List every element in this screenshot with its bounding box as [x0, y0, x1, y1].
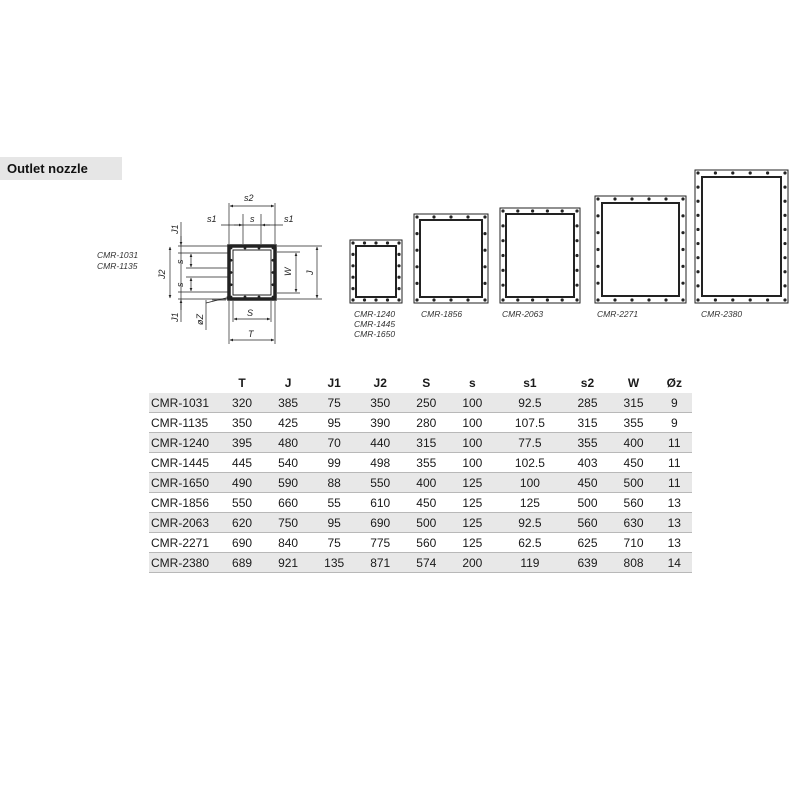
- value-cell: 77.5: [495, 433, 564, 453]
- bolt-hole: [483, 232, 486, 235]
- value-cell: 9: [657, 413, 692, 433]
- bolt-hole: [501, 269, 504, 272]
- bolt-hole: [351, 253, 354, 256]
- model-cell: CMR-1135: [149, 413, 219, 433]
- value-cell: 70: [311, 433, 357, 453]
- value-cell: 500: [611, 473, 657, 493]
- model-label: CMR-1135: [97, 261, 138, 271]
- bolt-hole: [696, 270, 699, 273]
- bolt-hole: [386, 298, 389, 301]
- value-cell: 710: [611, 533, 657, 553]
- value-cell: 125: [449, 513, 495, 533]
- bolt-hole: [783, 186, 786, 189]
- bolt-hole: [681, 298, 684, 301]
- column-header: s: [469, 376, 476, 390]
- bolt-hole: [449, 298, 452, 301]
- value-cell: 99: [311, 453, 357, 473]
- bolt-hole: [432, 298, 435, 301]
- column-header: W: [627, 376, 640, 390]
- value-cell: 11: [657, 433, 692, 453]
- flange: [695, 170, 788, 303]
- dim-label-w: W: [283, 267, 293, 276]
- value-cell: 315: [611, 393, 657, 413]
- value-cell: 125: [495, 493, 564, 513]
- value-cell: 400: [403, 473, 449, 493]
- bolt-hole: [230, 247, 233, 250]
- bolt-hole: [230, 271, 233, 274]
- value-cell: 9: [657, 393, 692, 413]
- value-cell: 95: [311, 513, 357, 533]
- bolt-hole: [501, 284, 504, 287]
- table-row: [149, 413, 692, 433]
- table-row: [149, 453, 692, 473]
- column-header: [149, 373, 219, 393]
- column-header: J2: [373, 376, 387, 390]
- column-header: T: [238, 376, 246, 390]
- column-header: S: [422, 376, 431, 390]
- value-cell: 119: [495, 553, 564, 573]
- bolt-hole: [749, 298, 752, 301]
- column-header: J: [284, 376, 292, 390]
- value-cell: 14: [657, 553, 692, 573]
- table-row: [149, 393, 692, 413]
- dim-label-s1: s1: [284, 214, 294, 224]
- value-cell: 125: [449, 473, 495, 493]
- value-cell: 550: [357, 473, 403, 493]
- bolt-hole: [749, 171, 752, 174]
- column-header: s1: [523, 376, 537, 390]
- bolt-hole: [415, 215, 418, 218]
- table-header-row: [149, 373, 692, 393]
- bolt-hole: [415, 298, 418, 301]
- bolt-hole: [575, 269, 578, 272]
- value-cell: 403: [564, 453, 610, 473]
- value-cell: 620: [219, 513, 265, 533]
- bolt-hole: [731, 298, 734, 301]
- value-cell: 280: [403, 413, 449, 433]
- bolt-hole: [681, 248, 684, 251]
- bolt-hole: [374, 241, 377, 244]
- bolt-hole: [630, 298, 633, 301]
- value-cell: 355: [611, 413, 657, 433]
- value-cell: 355: [564, 433, 610, 453]
- bolt-hole: [531, 209, 534, 212]
- table-row: [149, 473, 692, 493]
- value-cell: 350: [219, 413, 265, 433]
- bolt-hole: [501, 239, 504, 242]
- bolt-hole: [351, 298, 354, 301]
- bolt-hole: [386, 241, 389, 244]
- value-cell: 100: [495, 473, 564, 493]
- bolt-hole: [696, 200, 699, 203]
- bolt-hole: [696, 186, 699, 189]
- value-cell: 630: [611, 513, 657, 533]
- bolt-hole: [783, 242, 786, 245]
- bolt-hole: [596, 231, 599, 234]
- bolt-hole: [561, 209, 564, 212]
- dim-label-j2: J2: [157, 269, 167, 279]
- bolt-hole: [501, 298, 504, 301]
- value-cell: 100: [449, 433, 495, 453]
- bolt-hole: [596, 248, 599, 251]
- value-cell: 625: [564, 533, 610, 553]
- value-cell: 560: [564, 513, 610, 533]
- bolt-hole: [244, 296, 247, 299]
- value-cell: 88: [311, 473, 357, 493]
- bolt-hole: [351, 241, 354, 244]
- dim-label-s2: s2: [244, 193, 254, 203]
- bolt-hole: [630, 197, 633, 200]
- bolt-hole: [783, 256, 786, 259]
- value-cell: 315: [403, 433, 449, 453]
- value-cell: 450: [403, 493, 449, 513]
- bolt-hole: [483, 282, 486, 285]
- flange-model-label: CMR-1445: [354, 319, 396, 329]
- dimension-table: [149, 373, 692, 573]
- model-cell: CMR-1445: [149, 453, 219, 473]
- flange-drawings: [350, 170, 788, 303]
- bolt-hole: [783, 298, 786, 301]
- value-cell: 775: [357, 533, 403, 553]
- value-cell: 445: [219, 453, 265, 473]
- bolt-hole: [363, 298, 366, 301]
- value-cell: 590: [265, 473, 311, 493]
- bolt-hole: [272, 271, 275, 274]
- bolt-hole: [647, 298, 650, 301]
- dim-label-j1: J1: [170, 224, 180, 234]
- bolt-hole: [483, 298, 486, 301]
- bolt-hole: [596, 282, 599, 285]
- bolt-hole: [575, 209, 578, 212]
- dim-label-oz: øZ: [195, 314, 205, 325]
- value-cell: 107.5: [495, 413, 564, 433]
- bolt-hole: [696, 298, 699, 301]
- bolt-hole: [783, 284, 786, 287]
- dimensioned-flange: [170, 203, 322, 344]
- value-cell: 285: [564, 393, 610, 413]
- value-cell: 871: [357, 553, 403, 573]
- value-cell: 440: [357, 433, 403, 453]
- bolt-hole: [783, 228, 786, 231]
- bolt-hole: [397, 241, 400, 244]
- bolt-hole: [714, 298, 717, 301]
- bolt-hole: [415, 249, 418, 252]
- bolt-hole: [596, 214, 599, 217]
- bolt-hole: [272, 296, 275, 299]
- dim-label-s1: s1: [207, 214, 217, 224]
- value-cell: 690: [357, 513, 403, 533]
- dim-label-s: s: [175, 282, 185, 287]
- bolt-hole: [575, 239, 578, 242]
- bolt-hole: [351, 287, 354, 290]
- value-cell: 75: [311, 533, 357, 553]
- flange: [500, 208, 580, 303]
- bolt-hole: [415, 232, 418, 235]
- flange-model-label: CMR-1650: [354, 329, 396, 339]
- value-cell: 102.5: [495, 453, 564, 473]
- flange: [414, 214, 488, 303]
- bolt-hole: [272, 259, 275, 262]
- value-cell: 395: [219, 433, 265, 453]
- value-cell: 135: [311, 553, 357, 573]
- bolt-hole: [546, 298, 549, 301]
- value-cell: 100: [449, 453, 495, 473]
- value-cell: 75: [311, 393, 357, 413]
- value-cell: 92.5: [495, 393, 564, 413]
- bolt-hole: [681, 231, 684, 234]
- table-row: [149, 493, 692, 513]
- model-cell: CMR-1240: [149, 433, 219, 453]
- value-cell: 390: [357, 413, 403, 433]
- bolt-hole: [244, 247, 247, 250]
- value-cell: 540: [265, 453, 311, 473]
- bolt-hole: [374, 298, 377, 301]
- bolt-hole: [466, 298, 469, 301]
- dim-label-j1: J1: [170, 312, 180, 322]
- value-cell: 355: [403, 453, 449, 473]
- value-cell: 13: [657, 493, 692, 513]
- bolt-hole: [258, 296, 261, 299]
- value-cell: 100: [449, 393, 495, 413]
- value-cell: 639: [564, 553, 610, 573]
- bolt-hole: [696, 228, 699, 231]
- outlet-nozzle-drawings: [0, 0, 800, 370]
- table-row: [149, 553, 692, 573]
- flange-model-label: CMR-2380: [701, 309, 743, 319]
- value-cell: 125: [449, 533, 495, 553]
- model-cell: CMR-2271: [149, 533, 219, 553]
- value-cell: 921: [265, 553, 311, 573]
- value-cell: 425: [265, 413, 311, 433]
- value-cell: 95: [311, 413, 357, 433]
- dim-label-j: J: [305, 270, 315, 275]
- bolt-hole: [696, 284, 699, 287]
- bolt-hole: [466, 215, 469, 218]
- bolt-hole: [696, 171, 699, 174]
- model-cell: CMR-1031: [149, 393, 219, 413]
- bolt-hole: [415, 282, 418, 285]
- value-cell: 750: [265, 513, 311, 533]
- value-cell: 690: [219, 533, 265, 553]
- flange-model-label: CMR-1240: [354, 309, 396, 319]
- bolt-hole: [561, 298, 564, 301]
- value-cell: 480: [265, 433, 311, 453]
- dim-label-t: T: [248, 329, 254, 339]
- bolt-hole: [575, 254, 578, 257]
- bolt-hole: [531, 298, 534, 301]
- value-cell: 315: [564, 413, 610, 433]
- value-cell: 498: [357, 453, 403, 473]
- bolt-hole: [783, 270, 786, 273]
- value-cell: 560: [403, 533, 449, 553]
- bolt-hole: [783, 214, 786, 217]
- bolt-hole: [351, 264, 354, 267]
- value-cell: 11: [657, 453, 692, 473]
- model-label: CMR-1031: [97, 250, 139, 260]
- value-cell: 200: [449, 553, 495, 573]
- bolt-hole: [596, 265, 599, 268]
- bolt-hole: [501, 224, 504, 227]
- bolt-hole: [681, 282, 684, 285]
- bolt-hole: [397, 264, 400, 267]
- value-cell: 400: [611, 433, 657, 453]
- value-cell: 500: [564, 493, 610, 513]
- value-cell: 100: [449, 413, 495, 433]
- bolt-hole: [766, 298, 769, 301]
- bolt-hole: [397, 287, 400, 290]
- bolt-hole: [516, 298, 519, 301]
- bolt-hole: [546, 209, 549, 212]
- value-cell: 320: [219, 393, 265, 413]
- value-cell: 11: [657, 473, 692, 493]
- flange: [595, 196, 686, 303]
- bolt-hole: [575, 298, 578, 301]
- bolt-hole: [415, 265, 418, 268]
- bolt-hole: [230, 283, 233, 286]
- bolt-hole: [696, 256, 699, 259]
- model-cell: CMR-2380: [149, 553, 219, 573]
- bolt-hole: [272, 283, 275, 286]
- bolt-hole: [432, 215, 435, 218]
- value-cell: 385: [265, 393, 311, 413]
- bolt-hole: [363, 241, 366, 244]
- bolt-hole: [575, 284, 578, 287]
- flange: [350, 240, 402, 303]
- value-cell: 350: [357, 393, 403, 413]
- bolt-hole: [596, 197, 599, 200]
- column-header: s2: [580, 376, 595, 390]
- bolt-hole: [681, 197, 684, 200]
- bolt-hole: [783, 171, 786, 174]
- bolt-hole: [783, 200, 786, 203]
- value-cell: 62.5: [495, 533, 564, 553]
- bolt-hole: [714, 171, 717, 174]
- bolt-hole: [696, 214, 699, 217]
- value-cell: 92.5: [495, 513, 564, 533]
- bolt-hole: [397, 276, 400, 279]
- flange-model-label: CMR-2063: [502, 309, 544, 319]
- flange-model-label: CMR-1856: [421, 309, 463, 319]
- bolt-hole: [664, 298, 667, 301]
- bolt-hole: [681, 265, 684, 268]
- bolt-hole: [613, 197, 616, 200]
- value-cell: 55: [311, 493, 357, 513]
- bolt-hole: [501, 254, 504, 257]
- bolt-hole: [397, 253, 400, 256]
- value-cell: 660: [265, 493, 311, 513]
- value-cell: 574: [403, 553, 449, 573]
- value-cell: 490: [219, 473, 265, 493]
- column-header: J1: [327, 376, 341, 390]
- dim-label-s: s: [250, 214, 255, 224]
- table-row: [149, 433, 692, 453]
- bolt-hole: [230, 259, 233, 262]
- bolt-hole: [501, 209, 504, 212]
- bolt-hole: [766, 171, 769, 174]
- dim-label-s: s: [175, 259, 185, 264]
- bolt-hole: [596, 298, 599, 301]
- bolt-hole: [351, 276, 354, 279]
- bolt-hole: [258, 247, 261, 250]
- value-cell: 610: [357, 493, 403, 513]
- bolt-hole: [230, 296, 233, 299]
- value-cell: 689: [219, 553, 265, 573]
- bolt-hole: [664, 197, 667, 200]
- value-cell: 840: [265, 533, 311, 553]
- value-cell: 560: [611, 493, 657, 513]
- value-cell: 13: [657, 533, 692, 553]
- bolt-hole: [516, 209, 519, 212]
- table-row: [149, 533, 692, 553]
- bolt-hole: [449, 215, 452, 218]
- value-cell: 250: [403, 393, 449, 413]
- bolt-hole: [575, 224, 578, 227]
- bolt-hole: [647, 197, 650, 200]
- model-cell: CMR-1856: [149, 493, 219, 513]
- dim-label-s-upper: S: [247, 308, 254, 318]
- bolt-hole: [483, 265, 486, 268]
- value-cell: 808: [611, 553, 657, 573]
- value-cell: 550: [219, 493, 265, 513]
- bolt-hole: [681, 214, 684, 217]
- model-cell: CMR-1650: [149, 473, 219, 493]
- value-cell: 450: [564, 473, 610, 493]
- bolt-hole: [483, 249, 486, 252]
- value-cell: 450: [611, 453, 657, 473]
- table-row: [149, 513, 692, 533]
- bolt-hole: [731, 171, 734, 174]
- bolt-hole: [483, 215, 486, 218]
- bolt-hole: [696, 242, 699, 245]
- value-cell: 500: [403, 513, 449, 533]
- column-header: Øz: [666, 376, 682, 390]
- bolt-hole: [397, 298, 400, 301]
- value-cell: 13: [657, 513, 692, 533]
- bolt-hole: [272, 247, 275, 250]
- flange-model-label: CMR-2271: [597, 309, 639, 319]
- value-cell: 125: [449, 493, 495, 513]
- bolt-hole: [613, 298, 616, 301]
- model-cell: CMR-2063: [149, 513, 219, 533]
- section-title: Outlet nozzle: [0, 157, 122, 180]
